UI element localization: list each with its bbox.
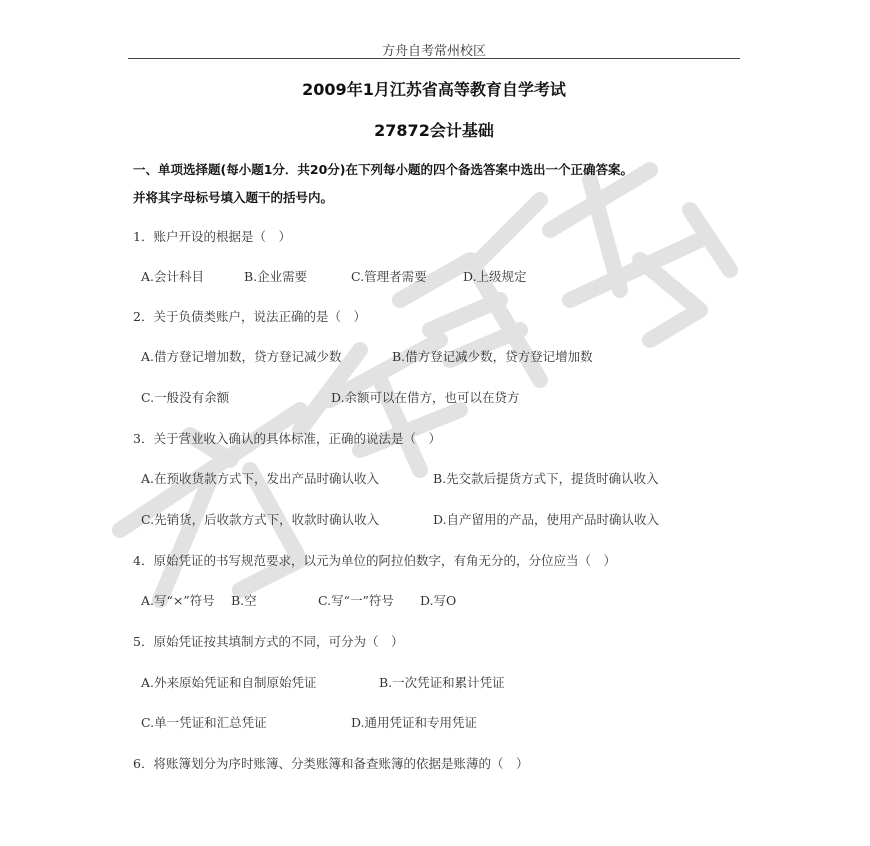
header-rule [128,58,740,59]
question-4-option-b: B.空 [231,593,257,608]
section-heading-line-2: 并将其字母标号填入题干的括号内。 [133,190,334,205]
subject-title: 27872会计基础 [374,121,494,140]
question-1-option-b: B.企业需要 [244,269,308,284]
question-3-option-d: D.自产留用的产品，使用产品时确认收入 [433,512,660,527]
question-1-option-a: A.会计科目 [141,269,205,284]
question-3-option-b: B.先交款后提货方式下，提货时确认收入 [433,471,659,486]
question-1-stem: 1．账户开设的根据是（ ） [133,229,291,244]
question-4-option-a: A.写“×”符号 [141,593,215,608]
section-heading-line-1: 一、单项选择题(每小题1分．共20分)在下列每小题的四个备选答案中选出一个正确答案。 [133,162,634,177]
question-5-option-d: D.通用凭证和专用凭证 [351,715,478,730]
question-2-option-b: B.借方登记减少数，贷方登记增加数 [392,349,593,364]
question-4-option-d: D.写O [420,593,457,608]
question-2-option-a: A.借方登记增加数，贷方登记减少数 [141,349,342,364]
question-2-option-d: D.余额可以在借方，也可以在贷方 [331,390,520,405]
question-6-stem: 6．将账簿划分为序时账簿、分类账簿和备查账簿的依据是账薄的（ ） [133,756,529,771]
page-header: 方舟自考常州校区 [381,44,486,59]
question-5-option-a: A.外来原始凭证和自制原始凭证 [141,675,317,690]
question-5-stem: 5．原始凭证按其填制方式的不同，可分为（ ） [133,634,404,649]
question-2-stem: 2．关于负债类账户，说法正确的是（ ） [133,309,366,324]
question-4-stem: 4．原始凭证的书写规范要求，以元为单位的阿拉伯数字，有角无分的，分位应当（ ） [133,553,616,568]
exam-title: 2009年1月江苏省高等教育自学考试 [302,80,566,99]
question-5-option-c: C.单一凭证和汇总凭证 [141,715,267,730]
question-3-stem: 3．关于营业收入确认的具体标准，正确的说法是（ ） [133,431,441,446]
question-1-option-c: C.管理者需要 [351,269,427,284]
question-1-option-d: D.上级规定 [463,269,527,284]
question-3-option-a: A.在预收货款方式下，发出产品时确认收入 [141,471,380,486]
question-5-option-b: B.一次凭证和累计凭证 [379,675,505,690]
question-4-option-c: C.写“一”符号 [318,593,394,608]
question-2-option-c: C.一般没有余额 [141,390,230,405]
question-3-option-c: C.先销货，后收款方式下，收款时确认收入 [141,512,380,527]
